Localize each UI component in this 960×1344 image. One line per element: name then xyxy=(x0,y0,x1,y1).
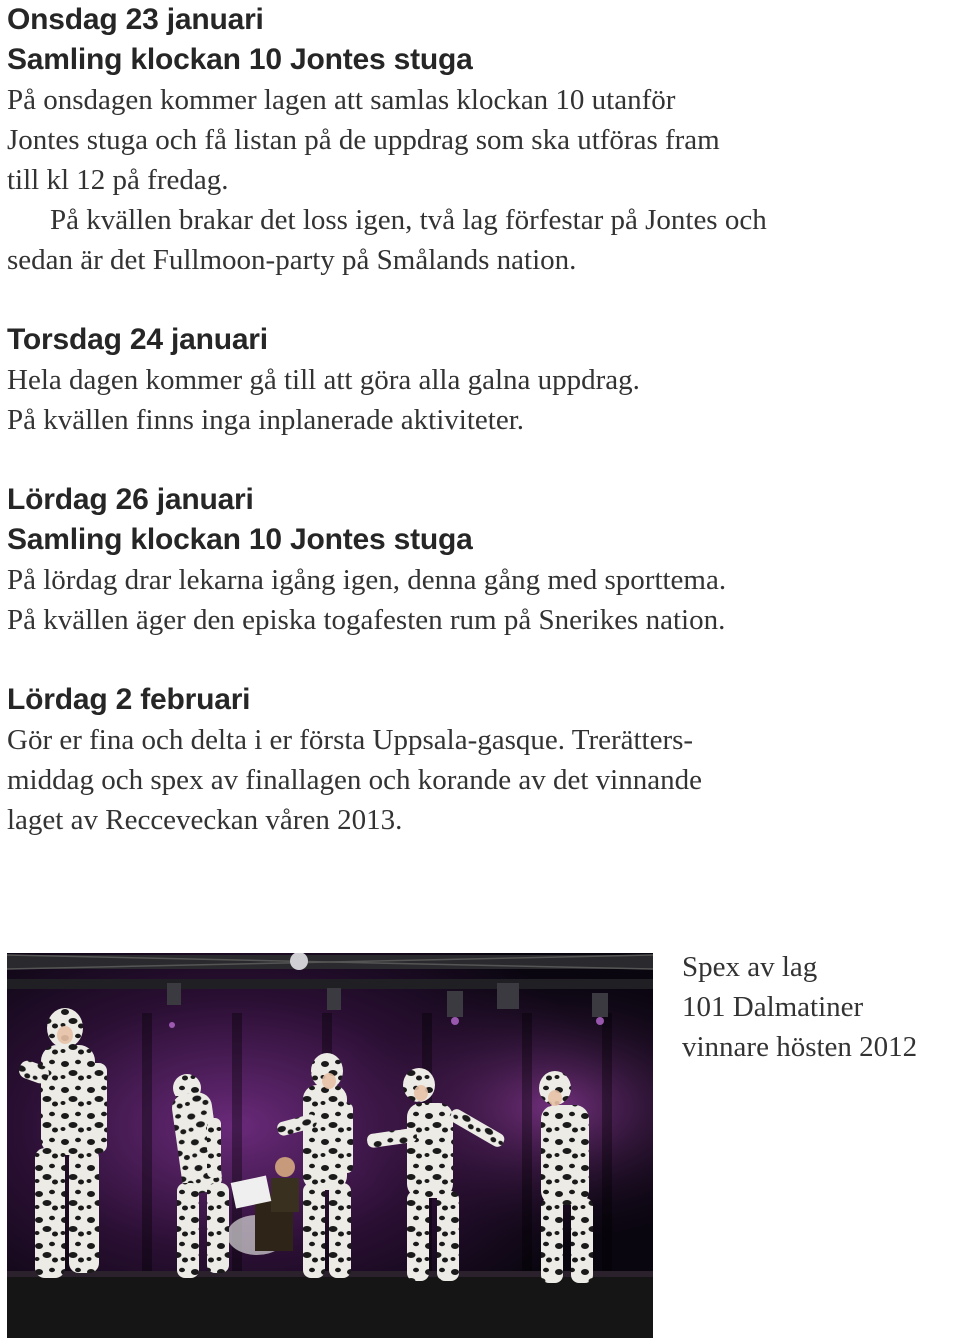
stage-photo xyxy=(7,953,653,1338)
text-line: till kl 12 på fredag. xyxy=(7,164,229,196)
text-line: Jontes stuga och få listan på de uppdrag som ska utföras fram xyxy=(7,124,720,156)
day-heading: Onsdag 23 januari xyxy=(7,3,264,36)
caption-line: Spex av lag xyxy=(682,951,818,983)
schedule-saturday-feb-2 xyxy=(7,680,952,840)
day-subheading: Samling klockan 10 Jontes stuga xyxy=(7,43,473,76)
text-line: På kvällen finns inga inplanerade aktiviteter. xyxy=(7,404,525,436)
text-line: På onsdagen kommer lagen att samlas klockan 10 utanför xyxy=(7,84,676,116)
paragraph xyxy=(7,560,952,640)
day-heading: Torsdag 24 januari xyxy=(7,323,268,356)
caption-line: 101 Dalmatiner xyxy=(682,991,864,1023)
text-line: På kvällen äger den episka togafesten rum på Snerikes nation. xyxy=(7,604,726,636)
paragraph xyxy=(7,200,952,280)
paragraph xyxy=(7,80,952,200)
text-line: På kvällen brakar det loss igen, två lag förfestar på Jontes och xyxy=(50,204,767,236)
section-spacer xyxy=(7,640,952,680)
section-spacer xyxy=(7,280,952,320)
schedule-wednesday xyxy=(7,0,952,280)
text-line: Gör er fina och delta i er första Uppsala-gasque. Trerätters- xyxy=(7,724,694,756)
document-body xyxy=(7,0,952,840)
day-subheading: Samling klockan 10 Jontes stuga xyxy=(7,523,473,556)
section-spacer xyxy=(7,440,952,480)
paragraph xyxy=(7,720,952,840)
text-line: Hela dagen kommer gå till att göra alla galna uppdrag. xyxy=(7,364,640,396)
photo-caption xyxy=(682,947,960,1067)
day-heading: Lördag 26 januari xyxy=(7,483,254,516)
text-line: sedan är det Fullmoon-party på Smålands nation. xyxy=(7,244,577,276)
text-line: På lördag drar lekarna igång igen, denna gång med sporttema. xyxy=(7,564,727,596)
paragraph xyxy=(7,360,952,440)
schedule-saturday-26 xyxy=(7,480,952,640)
text-line: laget av Recceveckan våren 2013. xyxy=(7,804,403,836)
caption-line: vinnare hösten 2012 xyxy=(682,1031,918,1063)
schedule-thursday xyxy=(7,320,952,440)
text-line: middag och spex av finallagen och korande av det vinnande xyxy=(7,764,702,796)
day-heading: Lördag 2 februari xyxy=(7,683,251,716)
